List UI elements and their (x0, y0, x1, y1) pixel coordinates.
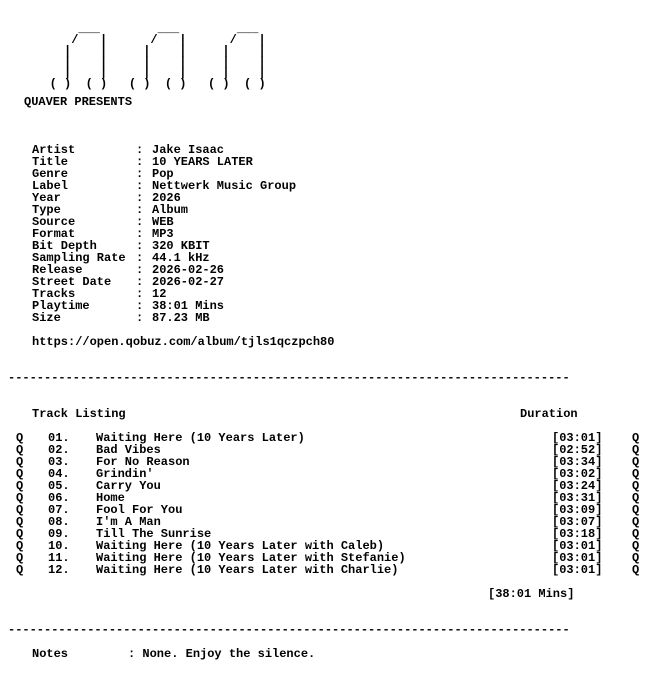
separator-line: ------------------------------------------------------------------------------ (8, 372, 570, 384)
track-marker-right: Q (632, 467, 640, 481)
track-number: 03. (48, 455, 70, 469)
info-value: 320 KBIT (152, 239, 210, 253)
track-marker-right: Q (632, 443, 640, 457)
track-duration: [03:18] (552, 527, 603, 541)
track-number: 09. (48, 527, 70, 541)
info-colon: : (136, 251, 144, 265)
info-colon: : (136, 143, 144, 157)
release-info (32, 144, 296, 324)
track-number: 07. (48, 503, 70, 517)
track-number: 08. (48, 515, 70, 529)
info-value: 44.1 kHz (152, 251, 210, 265)
info-key: Playtime (32, 299, 90, 313)
info-key: Sampling Rate (32, 251, 126, 265)
info-colon: : (136, 167, 144, 181)
track-duration: [03:02] (552, 467, 603, 481)
info-key: Bit Depth (32, 239, 97, 253)
track-marker-left: Q (16, 515, 24, 529)
info-colon: : (136, 311, 144, 325)
info-key: Label (32, 179, 69, 193)
track-number: 12. (48, 563, 70, 577)
track-number: 05. (48, 479, 70, 493)
track-marker-right: Q (632, 551, 640, 565)
track-title: Waiting Here (10 Years Later) (96, 431, 305, 445)
track-duration: [03:01] (552, 431, 603, 445)
track-marker-right: Q (632, 455, 640, 469)
total-duration: [38:01 Mins] (488, 587, 575, 601)
info-value: 87.23 MB (152, 311, 210, 325)
duration-heading: Duration (520, 407, 578, 421)
info-value: 38:01 Mins (152, 299, 225, 313)
track-title: Till The Sunrise (96, 527, 212, 541)
track-marker-right: Q (632, 515, 640, 529)
track-title: Carry You (96, 479, 161, 493)
track-duration: [03:01] (552, 563, 603, 577)
track-marker-left: Q (16, 551, 24, 565)
track-marker-left: Q (16, 539, 24, 553)
quaver-logo-art: ___ ___ ___ / | / | / | | | | | | | | | | | | | | | | | | | ( ) ( ) ( ) ( ) ( ) ( ) (49, 22, 266, 91)
track-marker-right: Q (632, 431, 640, 445)
info-value: Pop (152, 167, 174, 181)
track-duration: [03:34] (552, 455, 603, 469)
track-title: Bad Vibes (96, 443, 161, 457)
info-colon: : (136, 179, 144, 193)
info-value: 2026-02-27 (152, 275, 225, 289)
info-colon: : (136, 215, 144, 229)
track-title: For No Reason (96, 455, 190, 469)
info-colon: : (136, 227, 144, 241)
track-title: Grindin' (96, 467, 154, 481)
track-title: Waiting Here (10 Years Later with Charlie) (96, 563, 399, 577)
info-value: 2026 (152, 191, 181, 205)
info-value: WEB (152, 215, 174, 229)
info-value: Album (152, 203, 189, 217)
info-value: 12 (152, 287, 167, 301)
track-row (16, 564, 648, 576)
track-duration: [03:31] (552, 491, 603, 505)
track-list (16, 432, 648, 576)
track-marker-left: Q (16, 563, 24, 577)
info-value: MP3 (152, 227, 174, 241)
track-title: Fool For You (96, 503, 183, 517)
track-title: Waiting Here (10 Years Later with Stefanie) (96, 551, 406, 565)
info-colon: : (136, 203, 144, 217)
track-number: 04. (48, 467, 70, 481)
info-key: Size (32, 311, 61, 325)
track-marker-right: Q (632, 503, 640, 517)
info-colon: : (136, 239, 144, 253)
track-marker-right: Q (632, 527, 640, 541)
notes-row (32, 648, 315, 660)
album-link[interactable]: https://open.qobuz.com/album/tjls1qczpch80 (32, 335, 335, 349)
info-key: Type (32, 203, 61, 217)
track-marker-left: Q (16, 527, 24, 541)
track-marker-left: Q (16, 479, 24, 493)
notes-value: None. Enjoy the silence. (142, 647, 316, 661)
presents-heading: QUAVER PRESENTS (24, 95, 133, 109)
track-number: 11. (48, 551, 70, 565)
info-value: 10 YEARS LATER (152, 155, 253, 169)
track-duration: [03:01] (552, 551, 603, 565)
info-colon: : (136, 155, 144, 169)
track-title: Home (96, 491, 125, 505)
track-number: 01. (48, 431, 70, 445)
track-duration: [03:07] (552, 515, 603, 529)
track-number: 02. (48, 443, 70, 457)
info-key: Release (32, 263, 83, 277)
track-duration: [03:24] (552, 479, 603, 493)
track-marker-right: Q (632, 539, 640, 553)
track-title: Waiting Here (10 Years Later with Caleb) (96, 539, 385, 553)
info-key: Source (32, 215, 76, 229)
track-marker-right: Q (632, 491, 640, 505)
info-colon: : (136, 191, 144, 205)
track-marker-left: Q (16, 431, 24, 445)
notes-key: Notes (32, 647, 69, 661)
track-duration: [03:09] (552, 503, 603, 517)
info-colon: : (136, 275, 144, 289)
track-marker-right: Q (632, 563, 640, 577)
track-duration: [03:01] (552, 539, 603, 553)
track-number: 10. (48, 539, 70, 553)
info-key: Title (32, 155, 69, 169)
info-key: Street Date (32, 275, 112, 289)
info-colon: : (136, 263, 144, 277)
info-row (32, 312, 296, 324)
track-duration: [02:52] (552, 443, 603, 457)
track-marker-left: Q (16, 491, 24, 505)
info-colon: : (136, 299, 144, 313)
track-number: 06. (48, 491, 70, 505)
info-value: Jake Isaac (152, 143, 225, 157)
info-key: Genre (32, 167, 69, 181)
info-key: Year (32, 191, 61, 205)
track-marker-right: Q (632, 479, 640, 493)
separator-line: ------------------------------------------------------------------------------ (8, 624, 570, 636)
notes-colon: : (128, 647, 143, 661)
track-title: I'm A Man (96, 515, 161, 529)
track-marker-left: Q (16, 467, 24, 481)
info-value: Nettwerk Music Group (152, 179, 297, 193)
info-key: Format (32, 227, 76, 241)
info-key: Tracks (32, 287, 76, 301)
info-value: 2026-02-26 (152, 263, 225, 277)
track-listing-heading: Track Listing (32, 407, 126, 421)
track-marker-left: Q (16, 455, 24, 469)
info-key: Artist (32, 143, 76, 157)
track-marker-left: Q (16, 503, 24, 517)
track-marker-left: Q (16, 443, 24, 457)
info-colon: : (136, 287, 144, 301)
